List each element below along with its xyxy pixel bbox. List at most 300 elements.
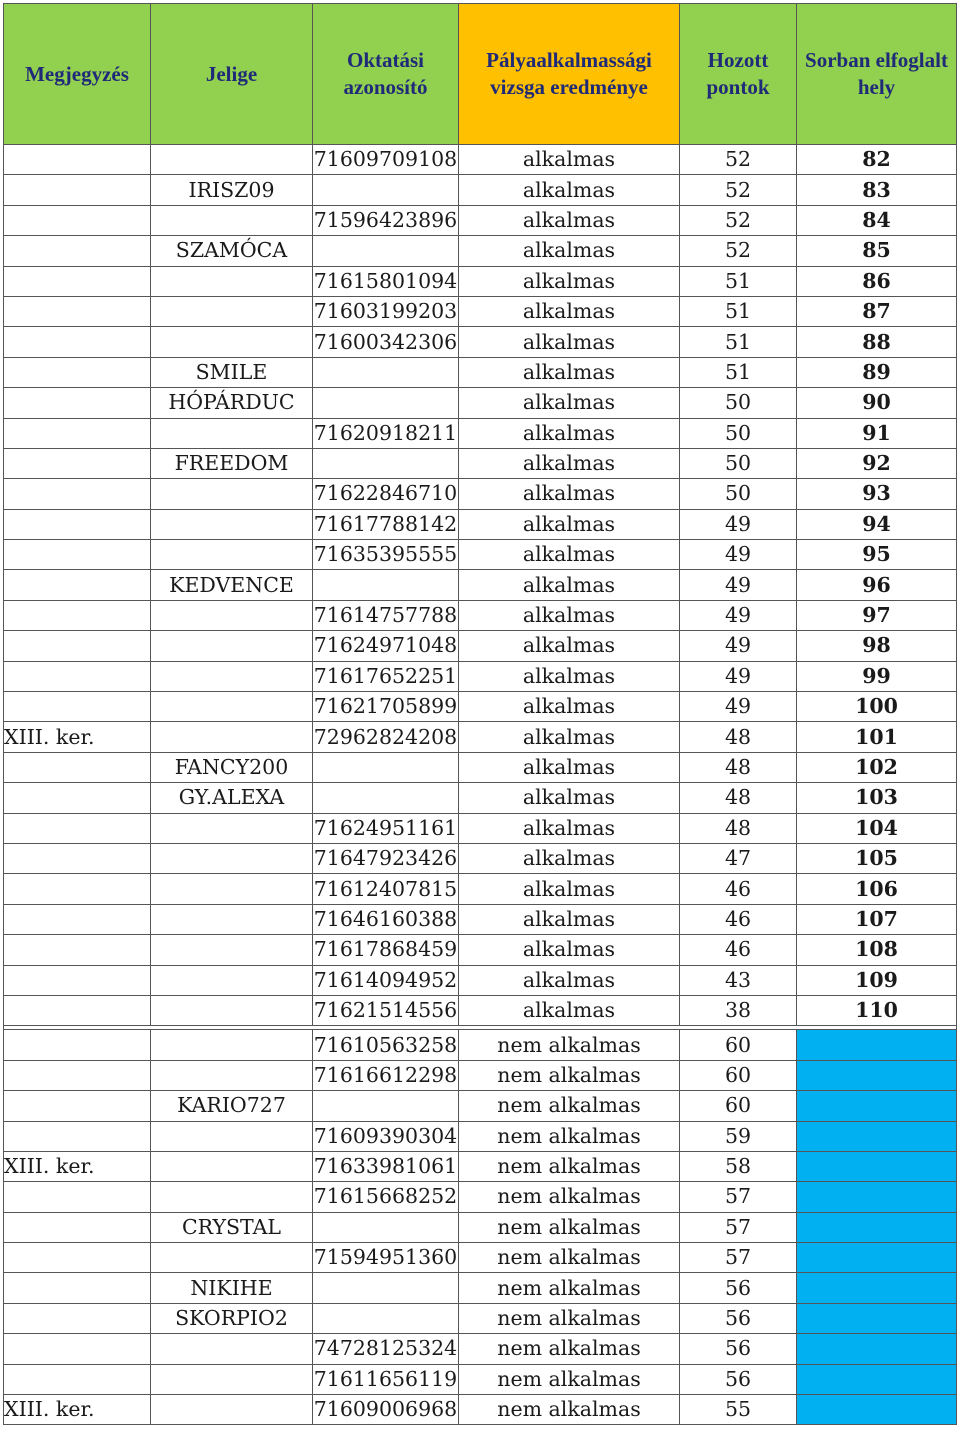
note-cell [4,874,151,904]
note-cell [4,266,151,296]
result-cell: alkalmas [459,357,680,387]
oid-cell [313,175,459,205]
note-cell [4,1212,151,1242]
note-cell [4,448,151,478]
rank-cell [797,1273,957,1303]
points-cell: 51 [680,296,797,326]
rank-cell: 83 [797,175,957,205]
result-cell: alkalmas [459,296,680,326]
oid-cell: 71615801094 [313,266,459,296]
table-row [4,1273,957,1303]
table-row [4,1030,957,1060]
note-cell [4,995,151,1025]
rank-cell: 85 [797,236,957,266]
oid-cell: 71624951161 [313,813,459,843]
oid-cell [313,1273,459,1303]
oid-cell [313,783,459,813]
note-cell [4,1273,151,1303]
points-cell: 56 [680,1334,797,1364]
table-row [4,600,957,630]
code-cell [151,1243,313,1273]
table-row [4,1334,957,1364]
result-cell: nem alkalmas [459,1151,680,1181]
result-cell: alkalmas [459,813,680,843]
oid-cell: 72962824208 [313,722,459,752]
oid-cell: 71622846710 [313,479,459,509]
rank-cell: 100 [797,692,957,722]
code-cell [151,1334,313,1364]
rank-cell: 98 [797,631,957,661]
note-cell [4,388,151,418]
table-row [4,145,957,175]
points-cell: 57 [680,1243,797,1273]
oid-cell: 71615668252 [313,1182,459,1212]
code-cell [151,692,313,722]
result-cell: alkalmas [459,843,680,873]
code-cell [151,1364,313,1394]
oid-cell: 71621705899 [313,692,459,722]
table-row [4,236,957,266]
rank-cell: 84 [797,205,957,235]
rank-cell: 106 [797,874,957,904]
points-cell: 49 [680,692,797,722]
rank-cell: 99 [797,661,957,691]
oid-cell: 71603199203 [313,296,459,326]
note-cell [4,692,151,722]
note-cell [4,904,151,934]
note-cell [4,843,151,873]
rank-cell: 89 [797,357,957,387]
code-cell [151,661,313,691]
note-cell [4,540,151,570]
rank-cell [797,1303,957,1333]
result-cell: alkalmas [459,388,680,418]
rank-cell [797,1151,957,1181]
code-cell [151,418,313,448]
oid-cell: 71609709108 [313,145,459,175]
points-cell: 51 [680,266,797,296]
rank-cell: 109 [797,965,957,995]
oid-cell [313,357,459,387]
code-cell [151,600,313,630]
result-cell: alkalmas [459,175,680,205]
code-cell: CRYSTAL [151,1212,313,1242]
result-cell: alkalmas [459,874,680,904]
points-cell: 47 [680,843,797,873]
result-cell: alkalmas [459,540,680,570]
rank-cell [797,1334,957,1364]
table-row [4,1182,957,1212]
table-row [4,448,957,478]
code-cell: NIKIHE [151,1273,313,1303]
result-cell: alkalmas [459,722,680,752]
result-cell: alkalmas [459,509,680,539]
points-cell: 51 [680,357,797,387]
table-row [4,843,957,873]
points-cell: 57 [680,1212,797,1242]
points-cell: 57 [680,1182,797,1212]
note-cell: XIII. ker. [4,722,151,752]
oid-cell: 71617868459 [313,935,459,965]
code-cell [151,327,313,357]
table-row [4,1121,957,1151]
oid-cell: 71610563258 [313,1030,459,1060]
table-row [4,388,957,418]
code-cell [151,935,313,965]
points-cell: 52 [680,145,797,175]
rank-cell: 97 [797,600,957,630]
code-cell [151,722,313,752]
points-cell: 55 [680,1395,797,1425]
result-cell: nem alkalmas [459,1030,680,1060]
oid-cell: 71600342306 [313,327,459,357]
table-body [4,145,957,1425]
rank-cell: 110 [797,995,957,1025]
points-cell: 60 [680,1060,797,1090]
note-cell [4,1243,151,1273]
rank-cell: 90 [797,388,957,418]
table-row [4,1395,957,1425]
points-cell: 56 [680,1303,797,1333]
code-cell: SMILE [151,357,313,387]
table-row [4,296,957,326]
note-cell [4,1060,151,1090]
note-cell [4,1364,151,1394]
code-cell [151,1395,313,1425]
points-cell: 46 [680,904,797,934]
points-cell: 46 [680,935,797,965]
rank-cell: 96 [797,570,957,600]
table-row [4,509,957,539]
table-row [4,570,957,600]
code-cell [151,631,313,661]
oid-cell: 71617788142 [313,509,459,539]
code-cell [151,1060,313,1090]
result-cell: nem alkalmas [459,1395,680,1425]
table-row [4,813,957,843]
oid-cell: 74728125324 [313,1334,459,1364]
note-cell [4,296,151,326]
oid-cell: 71647923426 [313,843,459,873]
table-row [4,1091,957,1121]
table-row [4,1364,957,1394]
code-cell: KEDVENCE [151,570,313,600]
rank-cell [797,1243,957,1273]
result-cell: nem alkalmas [459,1091,680,1121]
points-cell: 60 [680,1091,797,1121]
rank-cell: 87 [797,296,957,326]
oid-cell: 71609390304 [313,1121,459,1151]
result-cell: alkalmas [459,965,680,995]
results-table [3,3,957,1425]
table-row [4,965,957,995]
table-row [4,1212,957,1242]
table-row [4,783,957,813]
result-cell: nem alkalmas [459,1182,680,1212]
result-cell: nem alkalmas [459,1364,680,1394]
rank-cell: 108 [797,935,957,965]
points-cell: 49 [680,540,797,570]
table-row [4,357,957,387]
note-cell [4,600,151,630]
oid-cell: 71594951360 [313,1243,459,1273]
rank-cell [797,1121,957,1151]
code-cell: FANCY200 [151,752,313,782]
code-cell [151,266,313,296]
points-cell: 49 [680,631,797,661]
rank-cell: 102 [797,752,957,782]
oid-cell: 71621514556 [313,995,459,1025]
result-cell: alkalmas [459,570,680,600]
result-cell: alkalmas [459,995,680,1025]
points-cell: 49 [680,570,797,600]
rank-cell [797,1212,957,1242]
note-cell [4,1182,151,1212]
oid-cell: 71614094952 [313,965,459,995]
header-points: Hozott pontok [680,4,797,145]
note-cell [4,509,151,539]
oid-cell [313,1303,459,1333]
result-cell: alkalmas [459,145,680,175]
table-row [4,479,957,509]
rank-cell: 88 [797,327,957,357]
oid-cell [313,388,459,418]
table-row [4,1151,957,1181]
points-cell: 60 [680,1030,797,1060]
code-cell [151,1121,313,1151]
code-cell [151,145,313,175]
code-cell: GY.ALEXA [151,783,313,813]
oid-cell [313,570,459,600]
table-row [4,995,957,1025]
result-cell: alkalmas [459,692,680,722]
result-cell: nem alkalmas [459,1334,680,1364]
note-cell [4,1121,151,1151]
result-cell: alkalmas [459,752,680,782]
code-cell [151,965,313,995]
rank-cell [797,1395,957,1425]
header-code: Jelige [151,4,313,145]
code-cell [151,1151,313,1181]
code-cell [151,1182,313,1212]
code-cell: HÓPÁRDUC [151,388,313,418]
oid-cell [313,1212,459,1242]
note-cell [4,479,151,509]
rank-cell [797,1091,957,1121]
code-cell [151,995,313,1025]
note-cell [4,1030,151,1060]
header-result: Pályaalkalmassági vizsga eredménye [459,4,680,145]
points-cell: 59 [680,1121,797,1151]
rank-cell: 107 [797,904,957,934]
rank-cell: 101 [797,722,957,752]
result-cell: alkalmas [459,935,680,965]
code-cell: FREEDOM [151,448,313,478]
points-cell: 43 [680,965,797,995]
rank-cell [797,1364,957,1394]
rank-cell: 93 [797,479,957,509]
rank-cell: 86 [797,266,957,296]
result-cell: nem alkalmas [459,1060,680,1090]
rank-cell [797,1060,957,1090]
result-cell: nem alkalmas [459,1212,680,1242]
result-cell: alkalmas [459,631,680,661]
note-cell [4,935,151,965]
rank-cell: 104 [797,813,957,843]
note-cell: XIII. ker. [4,1151,151,1181]
table-row [4,327,957,357]
points-cell: 49 [680,661,797,691]
points-cell: 38 [680,995,797,1025]
code-cell [151,843,313,873]
result-cell: alkalmas [459,600,680,630]
oid-cell: 71635395555 [313,540,459,570]
note-cell [4,1303,151,1333]
result-cell: alkalmas [459,205,680,235]
note-cell [4,752,151,782]
oid-cell: 71609006968 [313,1395,459,1425]
note-cell [4,631,151,661]
code-cell: SKORPIO2 [151,1303,313,1333]
result-cell: alkalmas [459,327,680,357]
result-cell: alkalmas [459,448,680,478]
note-cell [4,813,151,843]
note-cell [4,570,151,600]
note-cell [4,205,151,235]
rank-cell: 91 [797,418,957,448]
note-cell [4,1334,151,1364]
result-cell: nem alkalmas [459,1273,680,1303]
points-cell: 52 [680,205,797,235]
table-row [4,904,957,934]
table-row [4,874,957,904]
rank-cell: 105 [797,843,957,873]
note-cell [4,1091,151,1121]
rank-cell [797,1030,957,1060]
code-cell [151,904,313,934]
code-cell [151,813,313,843]
rank-cell: 103 [797,783,957,813]
oid-cell [313,1091,459,1121]
points-cell: 50 [680,479,797,509]
points-cell: 51 [680,327,797,357]
code-cell: SZAMÓCA [151,236,313,266]
code-cell: IRISZ09 [151,175,313,205]
rank-cell: 94 [797,509,957,539]
oid-cell: 71617652251 [313,661,459,691]
points-cell: 48 [680,783,797,813]
points-cell: 49 [680,600,797,630]
points-cell: 46 [680,874,797,904]
table-row [4,722,957,752]
code-cell [151,205,313,235]
points-cell: 49 [680,509,797,539]
table-row [4,1060,957,1090]
table-row [4,935,957,965]
code-cell [151,296,313,326]
header-note: Megjegyzés [4,4,151,145]
points-cell: 50 [680,448,797,478]
points-cell: 58 [680,1151,797,1181]
points-cell: 56 [680,1364,797,1394]
table-row [4,752,957,782]
table-row [4,1303,957,1333]
code-cell: KARIO727 [151,1091,313,1121]
table-row [4,1243,957,1273]
points-cell: 56 [680,1273,797,1303]
oid-cell: 71616612298 [313,1060,459,1090]
table-row [4,692,957,722]
result-cell: alkalmas [459,266,680,296]
result-cell: nem alkalmas [459,1121,680,1151]
points-cell: 52 [680,175,797,205]
result-cell: alkalmas [459,236,680,266]
oid-cell: 71646160388 [313,904,459,934]
note-cell [4,327,151,357]
rank-cell: 95 [797,540,957,570]
result-cell: alkalmas [459,418,680,448]
rank-cell: 82 [797,145,957,175]
oid-cell [313,448,459,478]
code-cell [151,874,313,904]
result-cell: nem alkalmas [459,1303,680,1333]
note-cell [4,236,151,266]
result-cell: alkalmas [459,479,680,509]
oid-cell: 71620918211 [313,418,459,448]
table-row [4,175,957,205]
code-cell [151,509,313,539]
table-row [4,540,957,570]
result-cell: nem alkalmas [459,1243,680,1273]
oid-cell: 71596423896 [313,205,459,235]
oid-cell: 71611656119 [313,1364,459,1394]
note-cell [4,418,151,448]
points-cell: 48 [680,752,797,782]
oid-cell: 71624971048 [313,631,459,661]
table-row [4,205,957,235]
rank-cell: 92 [797,448,957,478]
rank-cell [797,1182,957,1212]
points-cell: 50 [680,388,797,418]
note-cell [4,661,151,691]
code-cell [151,479,313,509]
code-cell [151,1030,313,1060]
points-cell: 52 [680,236,797,266]
table-header [4,4,957,145]
note-cell [4,145,151,175]
points-cell: 48 [680,722,797,752]
result-cell: alkalmas [459,661,680,691]
header-rank: Sorban elfoglalt hely [797,4,957,145]
header-oid: Oktatási azonosító [313,4,459,145]
note-cell [4,783,151,813]
points-cell: 50 [680,418,797,448]
oid-cell: 71612407815 [313,874,459,904]
note-cell [4,965,151,995]
result-cell: alkalmas [459,783,680,813]
note-cell: XIII. ker. [4,1395,151,1425]
code-cell [151,540,313,570]
table-row [4,418,957,448]
oid-cell [313,236,459,266]
table-row [4,661,957,691]
points-cell: 48 [680,813,797,843]
oid-cell [313,752,459,782]
oid-cell: 71614757788 [313,600,459,630]
table-row [4,266,957,296]
note-cell [4,175,151,205]
result-cell: alkalmas [459,904,680,934]
